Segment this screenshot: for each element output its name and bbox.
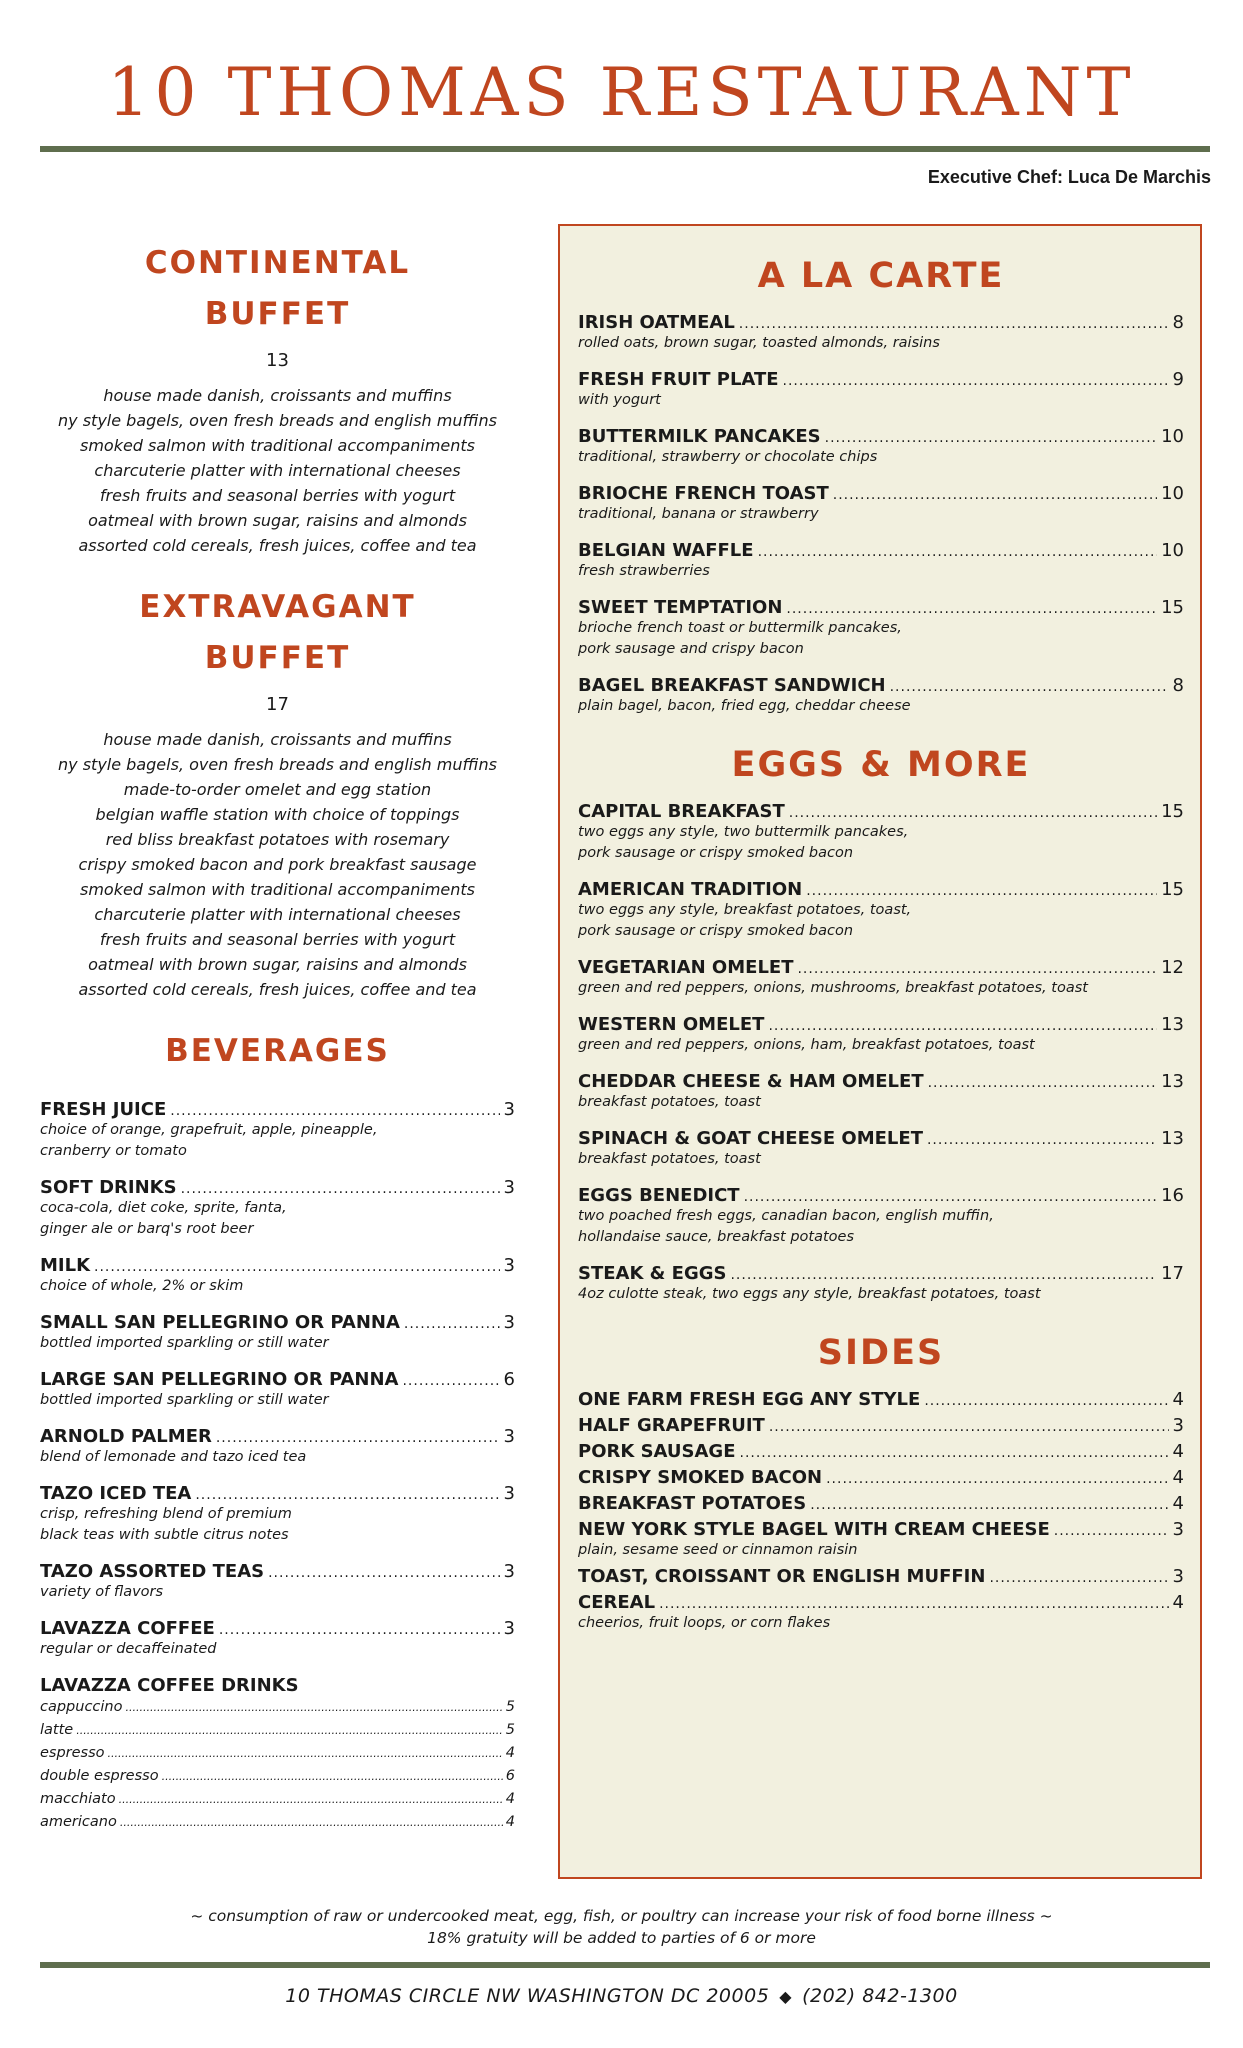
- list-item: house made danish, croissants and muffins: [103, 386, 452, 405]
- list-item: house made danish, croissants and muffins: [103, 730, 452, 749]
- leader-dots: [216, 1430, 500, 1446]
- item-price: 3: [503, 1099, 515, 1120]
- menu-item: [578, 1493, 1184, 1514]
- item-name: double espresso: [40, 1768, 159, 1784]
- item-name: LAVAZZA COFFEE: [40, 1618, 215, 1639]
- item-price: 3: [1172, 1566, 1184, 1587]
- item-desc: regular or decaffeinated: [40, 1641, 217, 1657]
- list-item: belgian waffle station with choice of toppings: [95, 805, 460, 824]
- menu-item: [578, 1128, 1184, 1170]
- item-desc: cranberry or tomato: [40, 1143, 187, 1159]
- item-price: 3: [503, 1426, 515, 1447]
- item-name: ONE FARM FRESH EGG ANY STYLE: [578, 1389, 921, 1410]
- menu-item: [578, 1592, 1184, 1634]
- item-price: 4: [1172, 1493, 1184, 1514]
- item-name: SMALL SAN PELLEGRINO OR PANNA: [40, 1312, 400, 1333]
- health-warning: ~ consumption of raw or undercooked meat, egg, fish, or poultry can increase your risk of food borne illness ~: [190, 1907, 1053, 1925]
- leader-dots: [119, 1789, 503, 1811]
- menu-item: [578, 369, 1184, 411]
- leader-dots: [162, 1766, 503, 1788]
- list-item: oatmeal with brown sugar, raisins and almonds: [88, 511, 467, 530]
- item-name: LARGE SAN PELLEGRINO OR PANNA: [40, 1369, 399, 1390]
- item-desc: traditional, banana or strawberry: [578, 506, 819, 522]
- item-desc: breakfast potatoes, toast: [578, 1151, 761, 1167]
- menu-item: [578, 1566, 1184, 1587]
- item-name: TAZO ICED TEA: [40, 1483, 192, 1504]
- item-name: americano: [40, 1814, 117, 1830]
- leader-dots: [825, 430, 1157, 446]
- item-name: PORK SAUSAGE: [578, 1441, 736, 1462]
- item-name: FRESH FRUIT PLATE: [578, 369, 779, 390]
- item-name: WESTERN OMELET: [578, 1014, 765, 1035]
- item-name: SPINACH & GOAT CHEESE OMELET: [578, 1128, 923, 1149]
- beverages-section: [40, 1026, 515, 1834]
- menu-item: [578, 1185, 1184, 1248]
- leader-dots: [826, 1471, 1168, 1487]
- top-divider: [40, 146, 1210, 152]
- leader-dots: [740, 1445, 1169, 1461]
- item-price: 6: [505, 1768, 515, 1784]
- restaurant-title: 10 THOMAS RESTAURANT: [107, 54, 1136, 131]
- item-price: 13: [1161, 1014, 1184, 1035]
- list-item: made-to-order omelet and egg station: [123, 780, 432, 799]
- leader-dots: [928, 1075, 1157, 1091]
- leader-dots: [730, 1267, 1157, 1283]
- list-item: smoked salmon with traditional accompaniments: [79, 880, 476, 899]
- leader-dots: [404, 1316, 500, 1332]
- list-item: red bliss breakfast potatoes with rosemary: [105, 830, 450, 849]
- list-item: ny style bagels, oven fresh breads and english muffins: [58, 411, 497, 430]
- item-desc: choice of orange, grapefruit, apple, pineapple,: [40, 1122, 378, 1138]
- list-item: ny style bagels, oven fresh breads and english muffins: [58, 755, 497, 774]
- item-price: 15: [1161, 597, 1184, 618]
- leader-dots: [786, 601, 1157, 617]
- item-price: 4: [1172, 1592, 1184, 1613]
- leader-dots: [1054, 1523, 1169, 1539]
- bottom-divider: [40, 1962, 1210, 1968]
- leader-dots: [810, 1497, 1168, 1513]
- item-price: 4: [1172, 1467, 1184, 1488]
- list-item: crispy smoked bacon and pork breakfast sausage: [78, 855, 477, 874]
- item-desc: pork sausage or crispy smoked bacon: [578, 845, 854, 861]
- item-name: latte: [40, 1722, 74, 1738]
- menu-item: [578, 1441, 1184, 1462]
- item-price: 3: [503, 1561, 515, 1582]
- menu-item: [578, 675, 1184, 717]
- item-name: SWEET TEMPTATION: [578, 597, 783, 618]
- beverages-title: BEVERAGES: [165, 1033, 390, 1069]
- item-name: EGGS BENEDICT: [578, 1185, 740, 1206]
- leader-dots: [126, 1697, 503, 1719]
- item-name: macchiato: [40, 1791, 116, 1807]
- continental-buffet-title: [40, 238, 515, 340]
- menu-item: [40, 1426, 515, 1468]
- list-item: oatmeal with brown sugar, raisins and almonds: [88, 955, 467, 974]
- extravagant-price: 17: [266, 694, 289, 715]
- item-desc: with yogurt: [578, 392, 661, 408]
- sides-section: [578, 1323, 1184, 1634]
- extravagant-buffet-title: [40, 582, 515, 684]
- a-la-carte-title: A LA CARTE: [757, 256, 1005, 296]
- item-name: BRIOCHE FRENCH TOAST: [578, 483, 829, 504]
- extravagant-title-line1: EXTRAVAGANT: [139, 589, 416, 625]
- list-item: charcuterie platter with international cheeses: [94, 905, 461, 924]
- item-price: 3: [1172, 1415, 1184, 1436]
- sides-title: SIDES: [817, 1333, 945, 1373]
- list-item: charcuterie platter with international cheeses: [94, 461, 461, 480]
- item-price: 5: [505, 1722, 515, 1738]
- item-desc: variety of flavors: [40, 1584, 164, 1600]
- menu-item: [578, 1263, 1184, 1305]
- item-name: MILK: [40, 1255, 91, 1276]
- leader-dots: [739, 316, 1169, 332]
- left-column: [40, 238, 515, 1849]
- item-name: STEAK & EGGS: [578, 1263, 727, 1284]
- leader-dots: [181, 1181, 500, 1197]
- item-price: 10: [1161, 426, 1184, 447]
- item-name: AMERICAN TRADITION: [578, 879, 803, 900]
- item-desc: blend of lemonade and tazo iced tea: [40, 1449, 307, 1465]
- leader-dots: [806, 883, 1157, 899]
- leader-dots: [789, 805, 1157, 821]
- leader-dots: [989, 1570, 1168, 1586]
- item-price: 10: [1161, 483, 1184, 504]
- menu-item: [40, 1483, 515, 1546]
- item-price: 3: [503, 1618, 515, 1639]
- menu-item: [578, 426, 1184, 468]
- item-price: 9: [1172, 369, 1184, 390]
- eggs-more-section: [578, 735, 1184, 1305]
- item-price: 17: [1161, 1263, 1184, 1284]
- list-item: [40, 1811, 515, 1834]
- leader-dots: [797, 961, 1157, 977]
- item-name: CAPITAL BREAKFAST: [578, 801, 785, 822]
- item-name: BUTTERMILK PANCAKES: [578, 426, 821, 447]
- item-name: BELGIAN WAFFLE: [578, 540, 754, 561]
- menu-item: [40, 1369, 515, 1411]
- menu-item: [40, 1177, 515, 1240]
- item-name: IRISH OATMEAL: [578, 312, 735, 333]
- item-name: SOFT DRINKS: [40, 1177, 177, 1198]
- leader-dots: [219, 1622, 500, 1638]
- leader-dots: [744, 1189, 1158, 1205]
- item-price: 3: [503, 1312, 515, 1333]
- leader-dots: [402, 1373, 499, 1389]
- a-la-carte-section: [578, 246, 1184, 717]
- item-desc: green and red peppers, onions, mushrooms, breakfast potatoes, toast: [578, 980, 1088, 996]
- menu-item: [40, 1255, 515, 1297]
- extravagant-buffet-section: [40, 582, 515, 1002]
- item-price: 6: [503, 1369, 515, 1390]
- address: 10 THOMAS CIRCLE NW WASHINGTON DC 20005: [285, 1985, 770, 2007]
- menu-item: [40, 1312, 515, 1354]
- item-name: BAGEL BREAKFAST SANDWICH: [578, 675, 886, 696]
- item-name: LAVAZZA COFFEE DRINKS: [40, 1675, 299, 1696]
- leader-dots: [758, 544, 1158, 560]
- item-name: CHEDDAR CHEESE & HAM OMELET: [578, 1071, 924, 1092]
- leader-dots: [170, 1103, 499, 1119]
- item-desc: 4oz culotte steak, two eggs any style, breakfast potatoes, toast: [578, 1286, 1041, 1302]
- list-item: fresh fruits and seasonal berries with yogurt: [99, 930, 456, 949]
- item-name: VEGETARIAN OMELET: [578, 957, 794, 978]
- item-name: ARNOLD PALMER: [40, 1426, 212, 1447]
- leader-dots: [890, 679, 1169, 695]
- list-item: assorted cold cereals, fresh juices, coffee and tea: [78, 980, 477, 999]
- leader-dots: [927, 1132, 1157, 1148]
- item-desc: pork sausage and crispy bacon: [578, 641, 804, 657]
- gratuity-note: 18% gratuity will be added to parties of 6 or more: [427, 1929, 816, 1947]
- item-desc: plain bagel, bacon, fried egg, cheddar cheese: [578, 698, 911, 714]
- item-desc: choice of whole, 2% or skim: [40, 1278, 244, 1294]
- menu-item: [578, 957, 1184, 999]
- item-price: 12: [1161, 957, 1184, 978]
- item-desc: rolled oats, brown sugar, toasted almonds, raisins: [578, 335, 940, 351]
- menu-item: [40, 1561, 515, 1603]
- item-desc: brioche french toast or buttermilk pancakes,: [578, 620, 902, 636]
- extravagant-items: [40, 727, 515, 1002]
- item-desc: bottled imported sparkling or still water: [40, 1335, 329, 1351]
- item-price: 8: [1172, 675, 1184, 696]
- item-price: 4: [505, 1814, 515, 1830]
- item-price: 15: [1161, 879, 1184, 900]
- item-name: CEREAL: [578, 1592, 656, 1613]
- item-price: 4: [505, 1745, 515, 1761]
- continental-buffet-section: [40, 238, 515, 558]
- menu-item: [578, 1519, 1184, 1561]
- list-item: [40, 1742, 515, 1765]
- footer-note: [0, 1905, 1243, 1949]
- item-price: 5: [505, 1699, 515, 1715]
- list-item: [40, 1788, 515, 1811]
- item-name: TOAST, CROISSANT OR ENGLISH MUFFIN: [578, 1566, 986, 1587]
- extravagant-title-line2: BUFFET: [204, 640, 351, 676]
- item-name: NEW YORK STYLE BAGEL WITH CREAM CHEESE: [578, 1519, 1050, 1540]
- leader-dots: [659, 1596, 1168, 1612]
- leader-dots: [268, 1565, 499, 1581]
- continental-price: 13: [266, 350, 289, 371]
- item-name: espresso: [40, 1745, 105, 1761]
- item-price: 4: [505, 1791, 515, 1807]
- executive-chef: Executive Chef: Luca De Marchis: [927, 167, 1211, 187]
- list-item: smoked salmon with traditional accompaniments: [79, 436, 476, 455]
- item-price: 3: [1172, 1519, 1184, 1540]
- leader-dots: [768, 1018, 1157, 1034]
- menu-item: [578, 1467, 1184, 1488]
- item-price: 16: [1161, 1185, 1184, 1206]
- list-item: [40, 1719, 515, 1742]
- item-desc: cheerios, fruit loops, or corn flakes: [578, 1615, 831, 1631]
- leader-dots: [120, 1812, 503, 1834]
- item-price: 13: [1161, 1128, 1184, 1149]
- item-price: 10: [1161, 540, 1184, 561]
- list-item: [40, 1765, 515, 1788]
- leader-dots: [94, 1259, 500, 1275]
- menu-item: [578, 879, 1184, 942]
- item-desc: bottled imported sparkling or still water: [40, 1392, 329, 1408]
- item-desc: two eggs any style, two buttermilk pancakes,: [578, 824, 909, 840]
- list-item: [40, 1696, 515, 1719]
- item-desc: black teas with subtle citrus notes: [40, 1527, 289, 1543]
- menu-item: [578, 801, 1184, 864]
- item-desc: fresh strawberries: [578, 563, 710, 579]
- coffee-drinks: [40, 1675, 515, 1834]
- item-name: cappuccino: [40, 1699, 123, 1715]
- item-price: 3: [503, 1255, 515, 1276]
- phone: (202) 842-1300: [802, 1985, 958, 2007]
- leader-dots: [108, 1743, 503, 1765]
- continental-title-line2: BUFFET: [204, 296, 351, 332]
- item-price: 8: [1172, 312, 1184, 333]
- item-price: 15: [1161, 801, 1184, 822]
- item-desc: coca-cola, diet coke, sprite, fanta,: [40, 1200, 287, 1216]
- leader-dots: [76, 1720, 503, 1742]
- item-name: BREAKFAST POTATOES: [578, 1493, 807, 1514]
- right-menu-panel: [558, 224, 1202, 1879]
- diamond-icon: ◆: [779, 1987, 793, 2006]
- item-price: 4: [1172, 1441, 1184, 1462]
- menu-item: [578, 312, 1184, 354]
- item-desc: hollandaise sauce, breakfast potatoes: [578, 1229, 855, 1245]
- item-desc: two poached fresh eggs, canadian bacon, english muffin,: [578, 1208, 994, 1224]
- item-desc: pork sausage or crispy smoked bacon: [578, 923, 854, 939]
- item-name: CRISPY SMOKED BACON: [578, 1467, 823, 1488]
- leader-dots: [833, 487, 1157, 503]
- list-item: fresh fruits and seasonal berries with yogurt: [99, 486, 456, 505]
- menu-item: [578, 1014, 1184, 1056]
- item-desc: breakfast potatoes, toast: [578, 1094, 761, 1110]
- menu-item: [578, 483, 1184, 525]
- leader-dots: [769, 1419, 1169, 1435]
- item-desc: crisp, refreshing blend of premium: [40, 1506, 292, 1522]
- item-price: 13: [1161, 1071, 1184, 1092]
- menu-item: [578, 1415, 1184, 1436]
- menu-item: [578, 1389, 1184, 1410]
- leader-dots: [783, 373, 1169, 389]
- leader-dots: [195, 1487, 499, 1503]
- continental-title-line1: CONTINENTAL: [144, 245, 411, 281]
- item-desc: traditional, strawberry or chocolate chips: [578, 449, 878, 465]
- item-name: FRESH JUICE: [40, 1099, 167, 1120]
- continental-items: [40, 383, 515, 558]
- item-desc: plain, sesame seed or cinnamon raisin: [578, 1542, 858, 1558]
- item-price: 3: [503, 1177, 515, 1198]
- menu-item: [578, 1071, 1184, 1113]
- item-name: HALF GRAPEFRUIT: [578, 1415, 765, 1436]
- leader-dots: [924, 1393, 1168, 1409]
- item-price: 3: [503, 1483, 515, 1504]
- address-line: [0, 1985, 1243, 2007]
- item-desc: ginger ale or barq's root beer: [40, 1221, 254, 1237]
- menu-item: [578, 540, 1184, 582]
- menu-item: [40, 1099, 515, 1162]
- item-desc: two eggs any style, breakfast potatoes, toast,: [578, 902, 912, 918]
- menu-item: [40, 1618, 515, 1660]
- item-desc: green and red peppers, onions, ham, breakfast potatoes, toast: [578, 1037, 1035, 1053]
- item-price: 4: [1172, 1389, 1184, 1410]
- item-name: TAZO ASSORTED TEAS: [40, 1561, 265, 1582]
- eggs-more-title: EGGS & MORE: [731, 745, 1031, 785]
- menu-item: [578, 597, 1184, 660]
- list-item: assorted cold cereals, fresh juices, coffee and tea: [78, 536, 477, 555]
